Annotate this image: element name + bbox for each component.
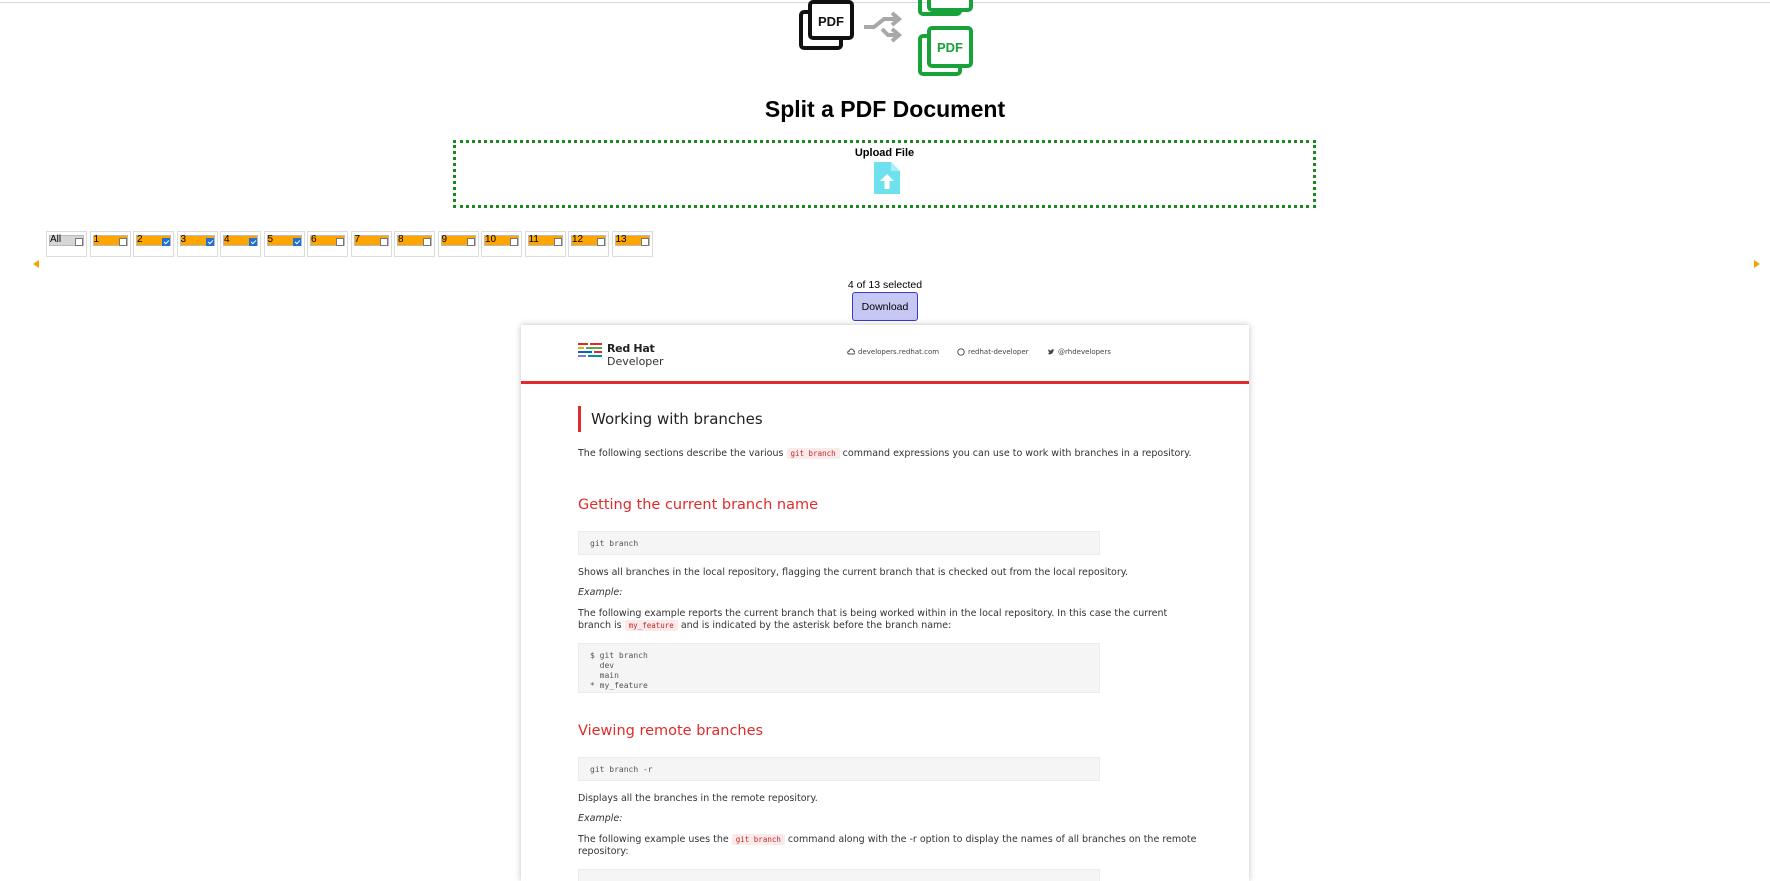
page-checkbox-13[interactable] <box>641 238 649 246</box>
page-chip-label: 9 <box>441 234 448 245</box>
page-checkbox-9[interactable] <box>467 238 475 246</box>
example-label-2-text: Example: <box>578 813 623 824</box>
pdf-stack-icon <box>799 0 855 50</box>
page-checkbox-4[interactable] <box>249 238 257 246</box>
header-link-twitter <box>1047 348 1111 356</box>
upload-label: Upload File <box>854 147 915 159</box>
pdf-stack-icon-text: PDF <box>818 14 844 29</box>
page-chip-label: 13 <box>615 234 627 245</box>
desc-remote-branches: Displays all the branches in the remote repository. <box>578 793 818 804</box>
brand-subtitle: Developer <box>607 355 664 368</box>
intro-text-end: command expressions you can use to work with branches in a repository. <box>839 448 1192 459</box>
pdf-split-icon-text: PDF <box>937 40 963 55</box>
example-2-paragraph <box>578 834 1198 858</box>
header-link-github-text: redhat-developer <box>968 348 1029 356</box>
page-title: Split a PDF Document <box>764 96 1006 122</box>
page-chip-label: 2 <box>137 234 143 245</box>
page-chip-label: 7 <box>354 234 361 245</box>
code-example-2 <box>578 869 1100 881</box>
cloud-icon <box>847 348 855 356</box>
intro-paragraph <box>578 448 1198 460</box>
page-checkbox-10[interactable] <box>510 238 518 246</box>
inline-code: git branch <box>732 834 785 845</box>
page-chip-12[interactable] <box>568 231 609 257</box>
header-link-twitter-text: @rhdevelopers <box>1058 348 1111 356</box>
page-chip-11[interactable] <box>525 231 566 257</box>
inline-code: git branch <box>787 448 840 459</box>
page-chip-1[interactable] <box>90 231 131 257</box>
code-current-branch: git branch <box>578 531 1100 555</box>
brand-name: Red Hat <box>607 342 655 355</box>
example-1-text-end: and is indicated by the asterisk before the branch name: <box>677 620 952 631</box>
page-chip-label: 8 <box>398 234 404 245</box>
pdf-preview-page <box>521 325 1249 881</box>
page-checkbox-2[interactable] <box>162 238 170 246</box>
page-chip-5[interactable] <box>264 231 305 257</box>
heading-current-branch: Getting the current branch name <box>578 497 819 513</box>
github-icon <box>957 348 965 356</box>
page-chip-8[interactable] <box>394 231 435 257</box>
pdf-header <box>521 325 1249 384</box>
page-chip-7[interactable] <box>351 231 392 257</box>
page-checkbox-3[interactable] <box>206 238 214 246</box>
page-chip-label: 3 <box>180 234 187 245</box>
inline-code: my_feature <box>625 620 678 631</box>
intro-text-start: The following sections describe the various <box>578 448 787 459</box>
page-chip-9[interactable] <box>438 231 479 257</box>
example-1-text-start: The following example reports the current branch that is being worked within in the local repository. In this case the current branch is <box>578 608 1168 631</box>
example-label <box>578 587 1198 599</box>
example-2-text-start: The following example uses the <box>578 834 732 845</box>
example-label-text: Example: <box>578 587 623 598</box>
top-divider <box>0 2 1770 3</box>
page-chip-label: All <box>50 234 62 245</box>
download-button[interactable]: Download <box>852 292 918 321</box>
page-checkbox-1[interactable] <box>119 238 127 246</box>
page-checkbox-all[interactable] <box>75 238 83 246</box>
page-checkbox-5[interactable] <box>293 238 301 246</box>
page-chip-label: 11 <box>528 234 539 245</box>
section-title: Working with branches <box>578 406 763 432</box>
page-chip-label: 4 <box>224 234 230 245</box>
page-chip-2[interactable] <box>133 231 174 257</box>
page-chip-6[interactable] <box>307 231 348 257</box>
example-1-paragraph <box>578 608 1198 632</box>
desc-current-branch: Shows all branches in the local repository, flagging the current branch that is checked out from the local repository. <box>578 567 1129 578</box>
header-link-site <box>847 348 939 356</box>
header-link-site-text: developers.redhat.com <box>858 348 940 356</box>
split-arrow-icon <box>862 10 904 44</box>
page-chip-all[interactable] <box>46 231 87 257</box>
page-checkbox-12[interactable] <box>597 238 605 246</box>
twitter-icon <box>1047 348 1055 356</box>
page-chip-label: 12 <box>572 234 584 245</box>
page-chip-13[interactable] <box>612 231 653 257</box>
code-remote-branches: git branch -r <box>578 757 1100 781</box>
page-chip-label: 10 <box>485 234 497 245</box>
page-chip-3[interactable] <box>177 231 218 257</box>
page-chip-10[interactable] <box>481 231 522 257</box>
page-checkbox-11[interactable] <box>554 238 562 246</box>
page-selector <box>46 231 655 258</box>
page-chip-4[interactable] <box>220 231 261 257</box>
page-checkbox-6[interactable] <box>336 238 344 246</box>
page-chip-list <box>90 231 656 258</box>
scroll-left-icon[interactable] <box>32 259 40 269</box>
file-upload-icon[interactable] <box>872 160 902 196</box>
upload-dropzone[interactable] <box>453 140 1316 208</box>
scroll-right-icon[interactable] <box>1753 259 1761 269</box>
pdf-split-icon <box>918 0 974 76</box>
page-chip-label: 1 <box>93 234 100 245</box>
redhat-logo-icon <box>578 341 604 361</box>
page-checkbox-8[interactable] <box>423 238 431 246</box>
example-2-text-end: command along with the -r option to display the names of all branches on the remote repository: <box>578 834 1197 857</box>
heading-remote-branches: Viewing remote branches <box>578 723 764 739</box>
code-example-1: $ git branch dev main * my_feature <box>578 643 1100 693</box>
page-checkbox-7[interactable] <box>380 238 388 246</box>
page-chip-label: 6 <box>311 234 317 245</box>
header-link-github <box>957 348 1029 356</box>
example-label-2 <box>578 813 1198 825</box>
page-chip-label: 5 <box>267 234 274 245</box>
selection-summary: 4 of 13 selected <box>847 279 923 291</box>
